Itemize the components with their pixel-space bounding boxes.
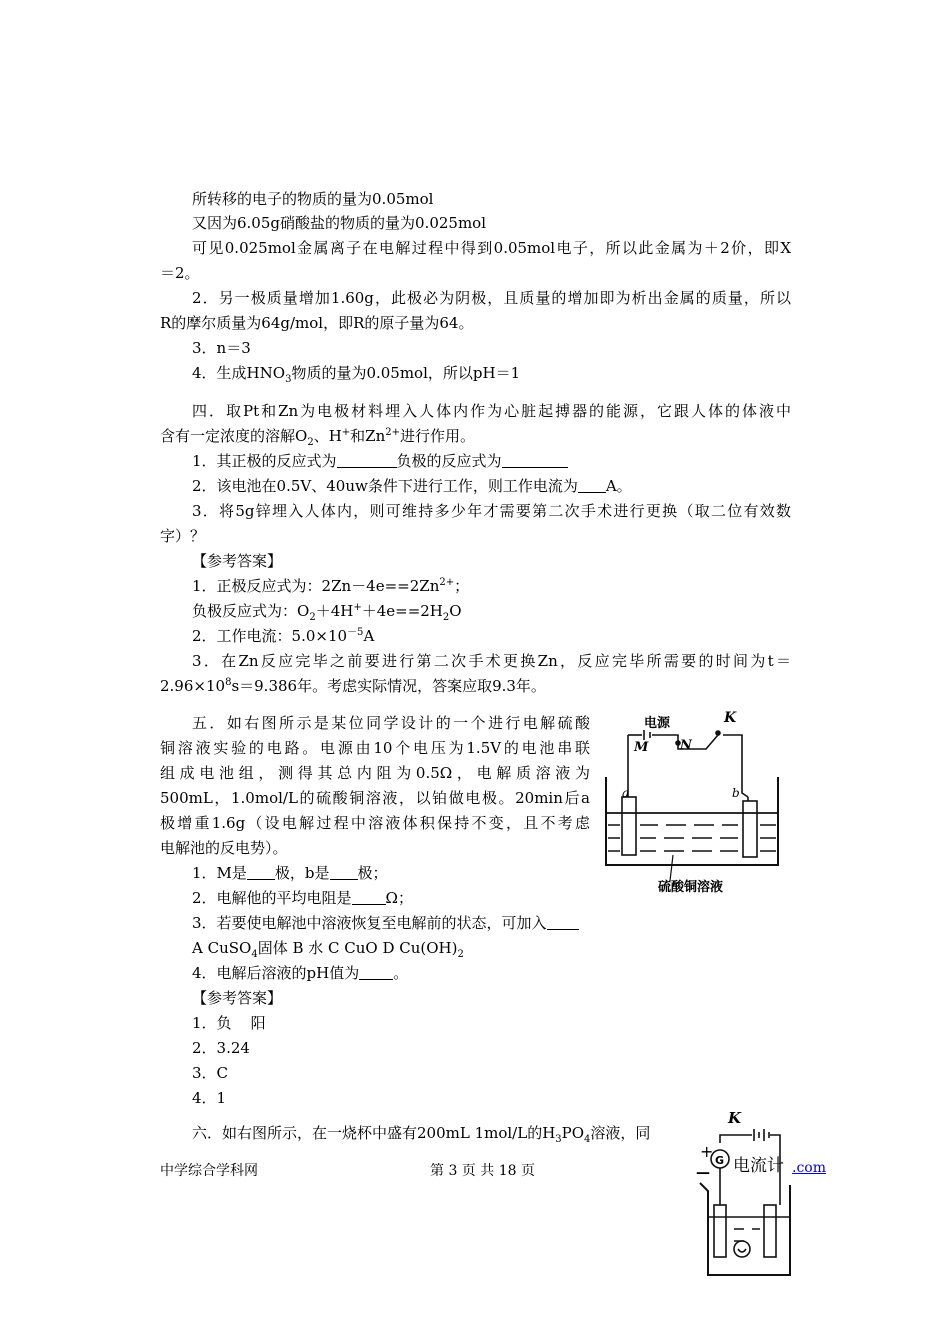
text-line: ＝2。 bbox=[160, 264, 200, 282]
power-source-label: 电源 bbox=[644, 716, 671, 731]
text-line: 3．在Zn反应完毕之前要进行第二次手术更换Zn，反应完毕所需要的时间为t＝ bbox=[192, 652, 791, 670]
plus-terminal-label: + bbox=[700, 1142, 714, 1161]
text-line: $2.96\times 10^8s=9.386$年。考虑实际情况，答案应取9.3年。 bbox=[160, 677, 546, 695]
text-line: 3．若要使电解池中溶液恢复至电解前的状态，可加入 bbox=[192, 913, 579, 933]
text-line: 3．将5g锌埋入人体内，则可维持多少年才需要第二次手术进行更换（取二位有效数 bbox=[192, 502, 791, 520]
electrode-label-b: b bbox=[732, 786, 740, 800]
text-line: 所转移的电子的物质的量为0.05mol bbox=[192, 190, 434, 208]
answer-blank bbox=[247, 864, 275, 880]
text-line: 4．电解后溶液的pH值为 。 bbox=[192, 964, 409, 982]
galvanometer-label: 电流计 bbox=[733, 1156, 784, 1176]
text-line: 字）？ bbox=[160, 527, 206, 545]
switch-label-K: K bbox=[728, 1109, 742, 1127]
label-M: M bbox=[634, 740, 649, 755]
text-line: 极增重1.6g（设电解过程中溶液体积保持不变，且不考虑 bbox=[160, 814, 590, 832]
minus-terminal-label: — bbox=[696, 1165, 710, 1181]
answer-blank bbox=[578, 477, 606, 493]
question-5-stem: 五．如右图所示是某位同学设计的一个进行电解硫酸 bbox=[192, 714, 590, 732]
footer-page-number: 第 3 页 共 18 页 bbox=[430, 1163, 535, 1179]
text-line: 电解池的反电势）。 bbox=[160, 839, 288, 857]
text-line: 可见0.025mol金属离子在电解过程中得到0.05mol电子，所以此金属为＋2价，即X bbox=[192, 239, 791, 257]
text-line: 1．M是 极，b是 极； bbox=[192, 864, 388, 882]
answer-heading: 【参考答案】 bbox=[192, 552, 283, 570]
text-line: 又因为6.05g硝酸盐的物质的量为0.025mol bbox=[192, 214, 486, 232]
footer-link[interactable]: .com bbox=[792, 1160, 826, 1176]
answer-blank bbox=[330, 864, 358, 880]
text-line: R的摩尔质量为64g/mol，即R的原子量为64。 bbox=[160, 314, 474, 332]
solution-caption: 硫酸铜溶液 bbox=[658, 880, 724, 895]
galvanometer-symbol: G bbox=[715, 1154, 725, 1167]
text-line: 铜溶液实验的电路。电源由10个电压为1.5V的电池串联 bbox=[160, 739, 590, 757]
question-4-stem: 四．取Pt和Zn为电极材料埋入人体内作为心脏起搏器的能源，它跟人体的体液中 bbox=[192, 402, 791, 420]
answer-heading: 【参考答案】 bbox=[192, 989, 283, 1007]
text-line: 500mL，1.0mol/L的硫酸铜溶液，以铂做电极。20min后a bbox=[160, 789, 590, 807]
answer-blank bbox=[502, 452, 568, 468]
electrolysis-circuit-diagram bbox=[598, 705, 788, 895]
text-line: 组成电池组，测得其总内阻为0.5Ω，电解质溶液为 bbox=[160, 764, 590, 782]
electrode-label-a: a bbox=[622, 786, 630, 800]
text-line: 2．另一极质量增加1.60g，此极必为阴极，且质量的增加即为析出金属的质量，所以 bbox=[192, 289, 791, 307]
footer-site: 中学综合学科网 bbox=[160, 1163, 258, 1179]
answer-blank bbox=[337, 452, 397, 468]
text-line: 4．生成$HNO_3$物质的量为0.05mol，所以pH＝1 bbox=[192, 364, 521, 385]
text-line: 1．负 阳 bbox=[192, 1014, 266, 1032]
label-N: N bbox=[680, 738, 692, 753]
text-line: 1．其正极的反应式为 负极的反应式为 bbox=[192, 451, 568, 471]
text-line: 3．n＝3 bbox=[192, 339, 251, 357]
answer-blank bbox=[352, 889, 386, 905]
question-6-stem: 六．如右图所示，在一烧杯中盛有200mL 1mol/L的$H_3PO_4$溶液，同 bbox=[192, 1124, 651, 1145]
text-line: 负极反应式为：$O_2+4H^++4e==2H_2O$ bbox=[192, 602, 462, 623]
text-line: 2．该电池在0.5V、40uw条件下进行工作，则工作电流为 A。 bbox=[192, 477, 632, 495]
text-line: 3．C bbox=[192, 1064, 229, 1082]
switch-label-K: K bbox=[724, 710, 737, 726]
text-line: 1．正极反应式为：$2Zn-4e==2Zn^{2+}$； bbox=[192, 577, 470, 595]
text-line: 2．工作电流：$5.0\times 10^{-5}A$ bbox=[192, 627, 375, 645]
text-line: 4．1 bbox=[192, 1089, 227, 1107]
galvanometer-beaker-diagram bbox=[690, 1105, 800, 1283]
text-line: 2．3.24 bbox=[192, 1039, 250, 1057]
text-line: 含有一定浓度的溶解$O_2$、H+和$Zn^{2+}$进行作用。 bbox=[160, 427, 476, 448]
answer-blank bbox=[547, 914, 579, 930]
text-line: 2．电解他的平均电阻是 Ω； bbox=[192, 889, 413, 907]
options-line: A CuSO$_4$固体 B 水 C CuO D $Cu(OH)_2$ bbox=[192, 939, 464, 960]
answer-blank bbox=[359, 964, 393, 980]
